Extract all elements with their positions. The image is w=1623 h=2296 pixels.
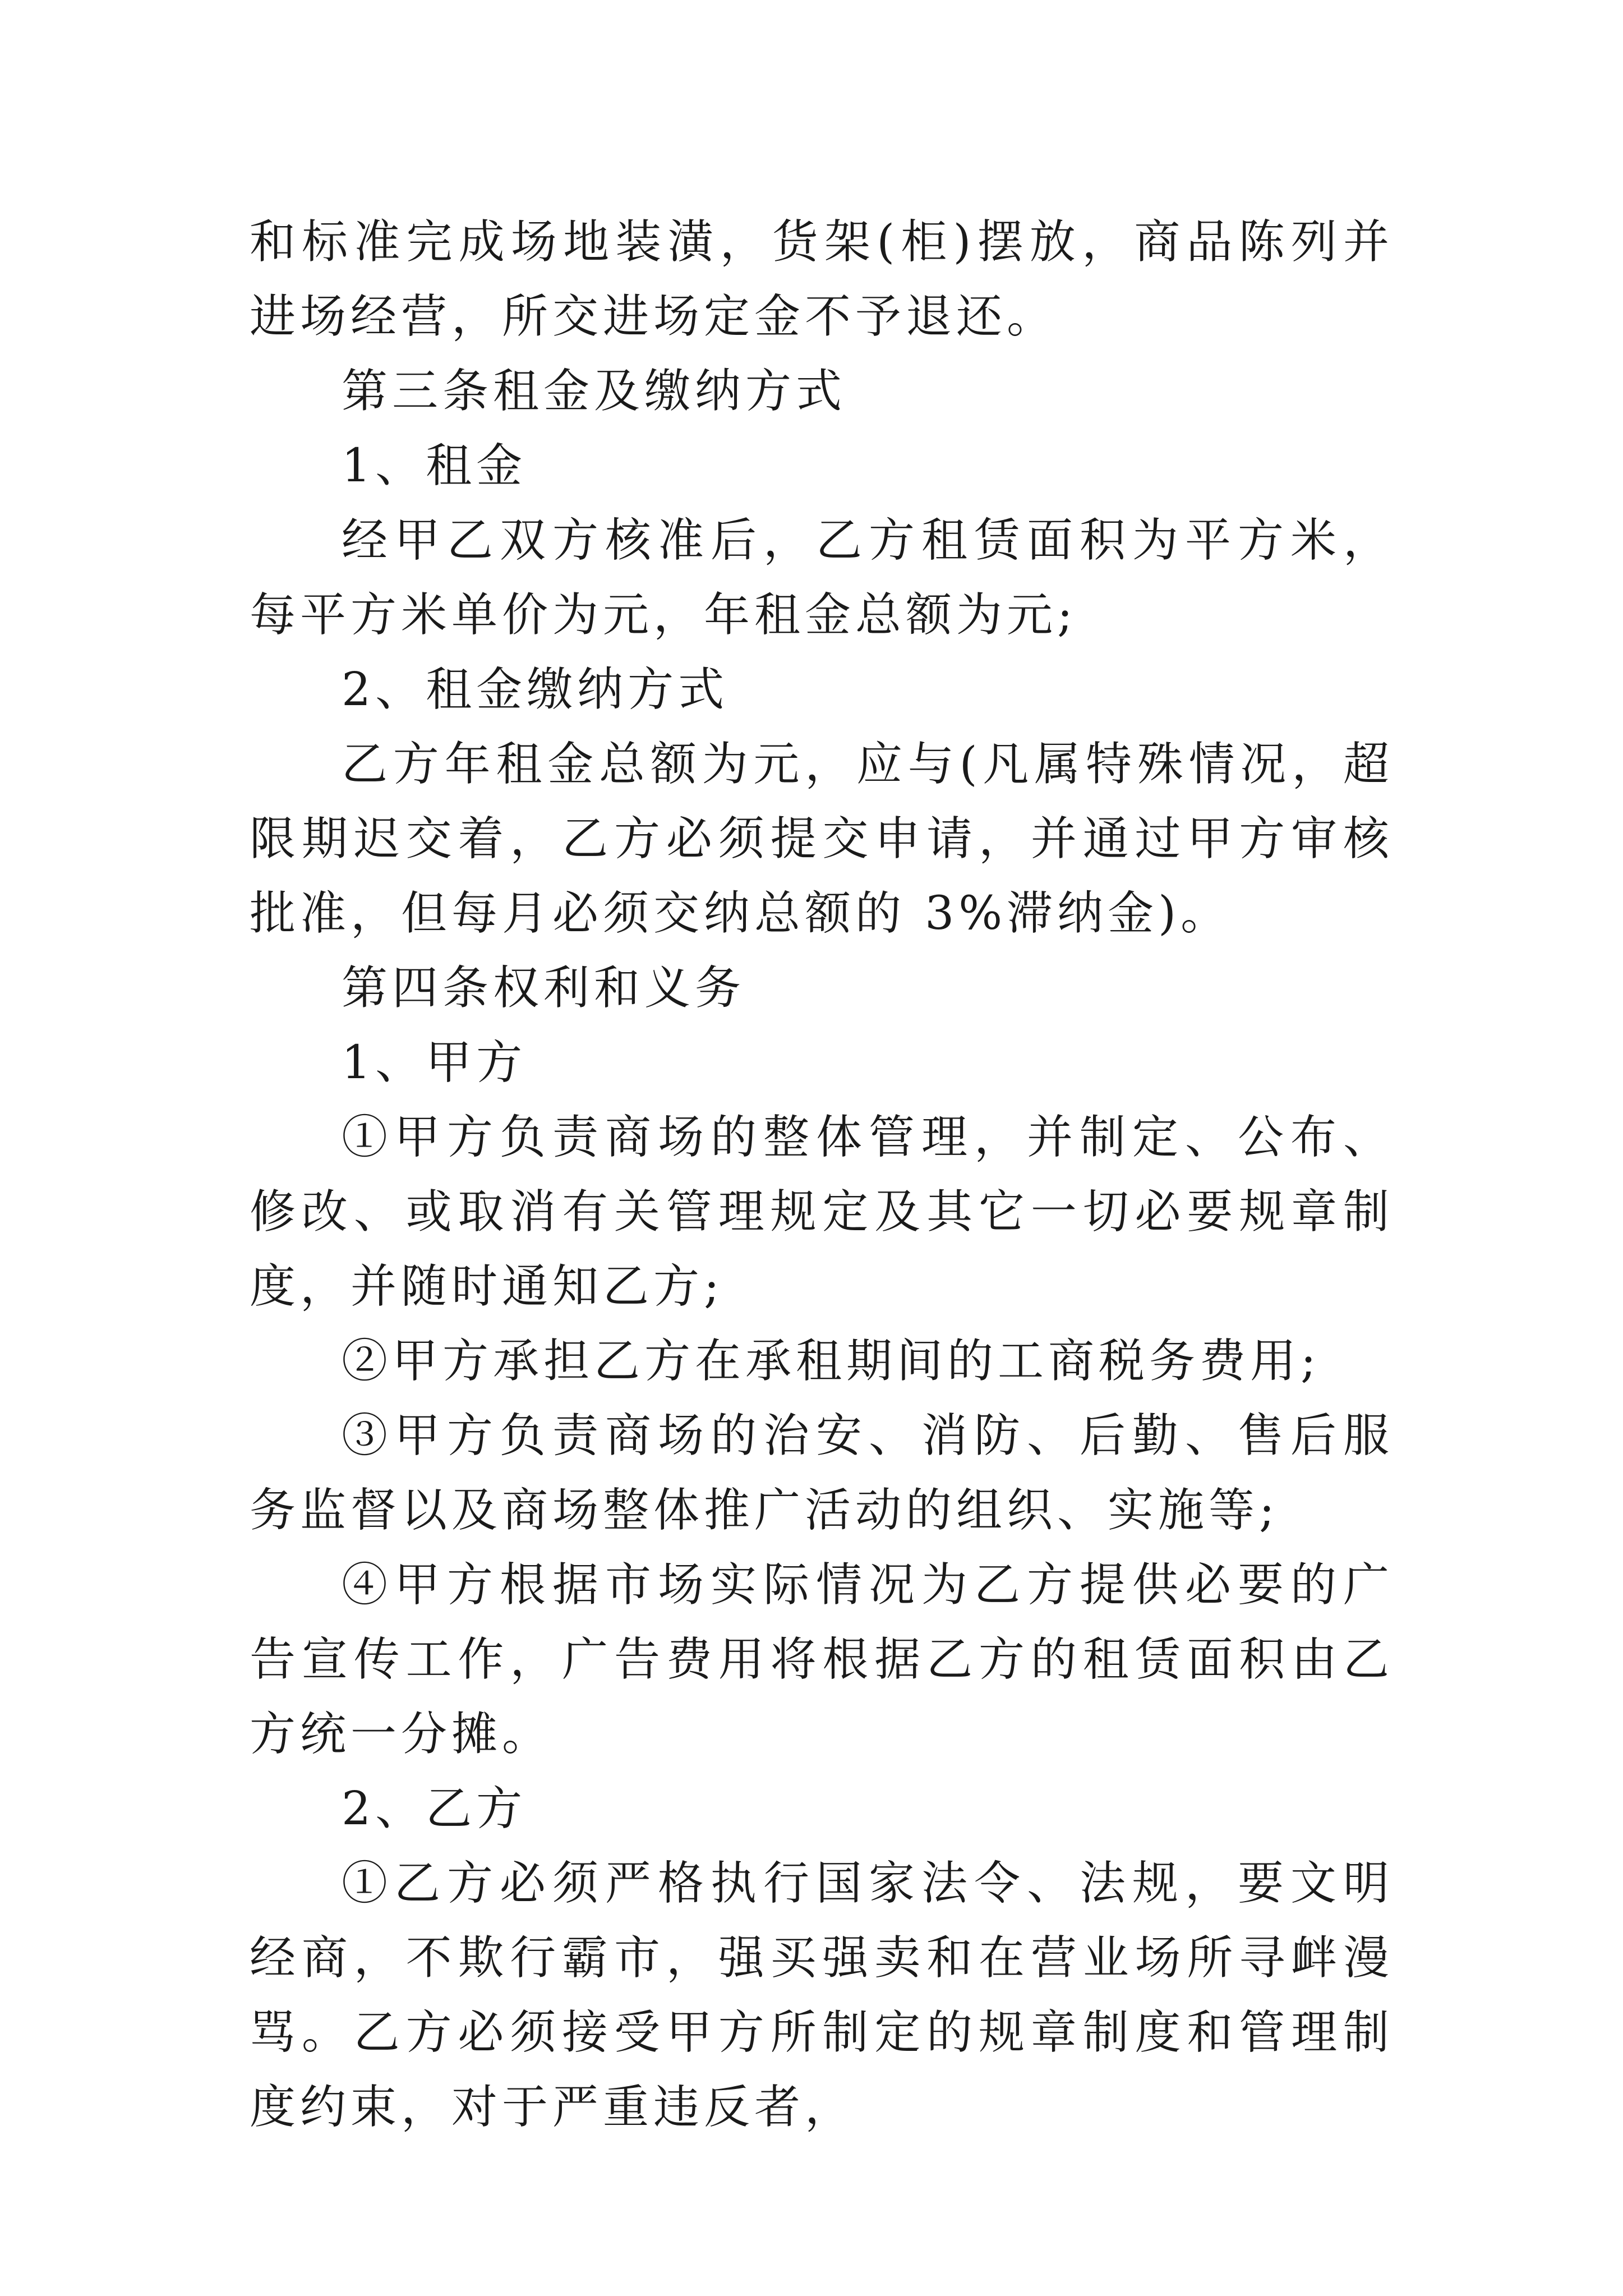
section-payment-heading: 2、租金缴纳方式 [342, 663, 729, 716]
party-a-item-4: ④甲方根据市场实际情况为乙方提供必要的广告宣传工作，广告费用将根据乙方的租赁面积由乙方统一分摊。 [250, 1558, 1394, 1761]
article-3-heading: 第三条租金及缴纳方式 [342, 365, 847, 418]
document-body [250, 205, 1394, 2145]
party-b-item-1: ①乙方必须严格执行国家法令、法规，要文明经商，不欺行霸市，强买强卖和在营业场所寻衅漫骂。乙方必须接受甲方所制定的规章制度和管理制度约束，对于严重违反者， [250, 1857, 1394, 2134]
section-party-a-heading: 1、甲方 [342, 1036, 527, 1089]
paragraph-rent-terms: 经甲乙双方核准后，乙方租赁面积为平方米，每平方米单价为元，年租金总额为元; [250, 514, 1394, 642]
party-a-item-1: ①甲方负责商场的整体管理，并制定、公布、修改、或取消有关管理规定及其它一切必要规章制度，并随时通知乙方; [250, 1111, 1394, 1313]
party-a-item-3: ③甲方负责商场的治安、消防、后勤、售后服务监督以及商场整体推广活动的组织、实施等; [250, 1409, 1394, 1537]
article-4-heading: 第四条权利和义务 [342, 961, 746, 1015]
paragraph-payment-terms: 乙方年租金总额为元，应与(凡属特殊情况，超限期迟交着，乙方必须提交申请，并通过甲方审核批准，但每月必须交纳总额的 3%滞纳金)。 [250, 738, 1394, 940]
paragraph-continuation: 和标准完成场地装潢，货架(柜)摆放，商品陈列并进场经营，所交进场定金不予退还。 [250, 215, 1394, 343]
section-rent-heading: 1、租金 [342, 439, 527, 493]
party-a-item-2: ②甲方承担乙方在承租期间的工商税务费用; [342, 1335, 1321, 1388]
section-party-b-heading: 2、乙方 [342, 1782, 527, 1835]
